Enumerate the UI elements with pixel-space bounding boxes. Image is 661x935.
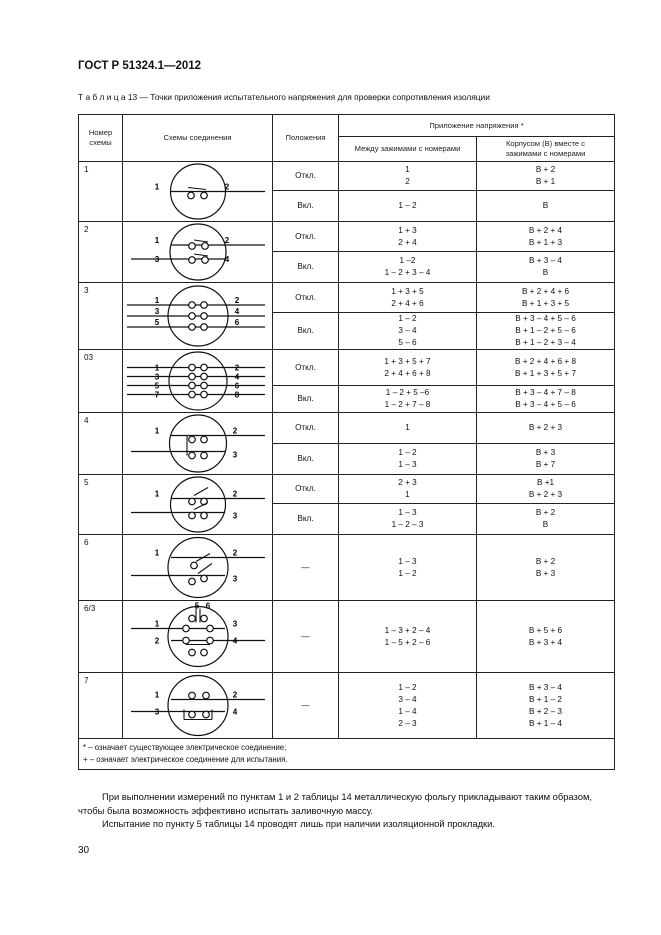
body-terminals-cell — [477, 191, 615, 222]
terminal-label: 2 — [234, 363, 240, 373]
between-terminals-cell — [339, 444, 477, 475]
table-footnotes — [79, 739, 615, 770]
scheme-number: 6 — [79, 535, 123, 601]
scheme-number: 4 — [79, 413, 123, 475]
between-terminals-cell-line: 1 – 2 – 3 — [391, 520, 424, 529]
body-terminals-cell-line: B + 2 — [535, 556, 556, 566]
terminal-label: 1 — [154, 426, 160, 436]
position-cell: Вкл. — [273, 313, 339, 350]
scheme-number: 3 — [79, 283, 123, 350]
between-terminals-cell-line: 1 — [405, 165, 410, 174]
table-row — [79, 601, 615, 673]
body-terminals-cell-line: B + 3 – 4 + 7 – 8 — [515, 388, 576, 397]
connector-ring — [168, 538, 228, 598]
between-terminals-cell — [339, 601, 477, 673]
scheme-number: 03 — [79, 350, 123, 413]
terminal-label: 3 — [232, 619, 238, 629]
terminal-label: 4 — [232, 636, 238, 646]
contact-point — [183, 637, 190, 644]
terminal-label: 1 — [154, 489, 160, 499]
contact-point — [207, 625, 214, 632]
between-terminals-cell-line: 1 + 3 — [398, 225, 417, 235]
terminal-label: 2 — [232, 548, 238, 558]
contact-point — [189, 692, 196, 699]
between-terminals-cell — [339, 283, 477, 313]
body-terminals-cell-line: B + 3 — [535, 568, 556, 578]
col-header-scheme-no: Номер схемы — [79, 115, 123, 162]
terminal-label: 2 — [232, 690, 238, 700]
table-body — [79, 162, 615, 739]
scheme-diagram-cell — [123, 162, 273, 222]
connector-ring — [171, 477, 226, 532]
contact-point — [201, 452, 208, 459]
body-terminals-cell-line: B — [542, 201, 549, 210]
connector-ring — [170, 224, 226, 280]
scheme-number: 5 — [79, 475, 123, 535]
contact-point — [183, 625, 190, 632]
position-cell: — — [273, 535, 339, 601]
contact-point — [203, 692, 210, 699]
body-terminals-cell-line: B + 2 – 3 — [528, 706, 562, 716]
paragraph-foil-note: При выполнении измерений по пунктам 1 и 2 таблицы 14 металлическую фольгу прикладывают таким образом, чтобы была возможность эффективно испытать заливочную массу. — [78, 791, 592, 816]
body-terminals-cell — [477, 313, 615, 350]
body-terminals-cell-line: B + 2 — [535, 508, 556, 517]
body-terminals-cell — [477, 444, 615, 475]
terminal-label: 2 — [224, 236, 230, 245]
position-cell: Откл. — [273, 162, 339, 191]
scheme-diagram-cell — [123, 475, 273, 535]
contact-point — [201, 192, 208, 199]
contact-point — [201, 382, 208, 389]
body-terminals-cell-line: B + 1 + 3 — [528, 237, 563, 247]
body-terminals-cell-line: B + 7 — [535, 460, 556, 469]
contact-point — [189, 382, 196, 389]
body-terminals-cell — [477, 673, 615, 739]
contact-point — [201, 313, 208, 320]
body-terminals-cell-line: B + 5 + 6 — [528, 625, 563, 635]
connector-ring — [169, 352, 227, 410]
body-terminals-cell — [477, 162, 615, 191]
contact-point — [189, 302, 196, 309]
contact-point — [189, 243, 196, 250]
between-terminals-cell — [339, 252, 477, 283]
contact-point — [201, 615, 208, 622]
between-terminals-cell — [339, 504, 477, 535]
table-caption-lead: Т а б л и ц а 13 — [78, 92, 138, 102]
between-terminals-cell-line: 2 – 3 — [398, 718, 417, 728]
table-row — [79, 162, 615, 191]
body-terminals-cell-line: B +1 — [536, 478, 555, 487]
terminal-label: 2 — [154, 636, 160, 646]
terminal-label: 5 — [194, 601, 200, 611]
connector-ring — [170, 415, 227, 472]
terminal-label: 5 — [154, 318, 160, 327]
contact-point — [189, 498, 196, 505]
connection-diagram-1 — [123, 162, 273, 221]
between-terminals-cell-line: 1 – 2 + 7 – 8 — [384, 400, 431, 409]
position-cell: Откл. — [273, 283, 339, 313]
between-terminals-cell — [339, 222, 477, 252]
terminal-label: 2 — [232, 489, 238, 499]
body-terminals-cell-line: B + 2 + 4 — [528, 225, 563, 235]
contact-point — [201, 373, 208, 380]
contact-point — [201, 649, 208, 656]
position-cell: Откл. — [273, 413, 339, 444]
terminal-label: 7 — [154, 390, 160, 400]
body-terminals-cell-line: B + 3 + 4 — [528, 637, 563, 647]
terminal-label: 3 — [154, 372, 160, 382]
between-terminals-cell-line: 1 – 2 — [398, 448, 417, 457]
scheme-number: 1 — [79, 162, 123, 222]
table-row — [79, 350, 615, 386]
between-terminals-cell-line: 1 — [405, 423, 410, 432]
contact-point — [189, 578, 196, 585]
col-header-voltage: Приложение напряжения * — [339, 115, 615, 137]
scheme-diagram-cell — [123, 283, 273, 350]
footnote-existing-connection: * – означает существующее электрическое соединение; — [83, 743, 287, 752]
terminal-label: 1 — [154, 363, 160, 373]
between-terminals-cell — [339, 191, 477, 222]
between-terminals-cell-line: 1 – 5 + 2 – 6 — [384, 637, 431, 647]
contact-point — [201, 364, 208, 371]
between-terminals-cell-line: 5 – 6 — [398, 338, 417, 347]
between-terminals-cell — [339, 350, 477, 386]
between-terminals-cell-line: 1 — [405, 490, 410, 499]
body-terminals-cell — [477, 504, 615, 535]
contact-point — [189, 364, 196, 371]
terminal-label: 4 — [234, 372, 240, 382]
position-cell: Вкл. — [273, 252, 339, 283]
terminal-label: 3 — [232, 574, 238, 584]
contact-point — [207, 637, 214, 644]
between-terminals-cell-line: 1 – 2 + 5 –6 — [385, 388, 430, 397]
wire-line — [194, 488, 208, 496]
between-terminals-cell-line: 1 – 2 — [398, 201, 417, 210]
terminal-label: 6 — [234, 381, 240, 391]
body-terminals-cell-line: B + 1 + 3 + 5 — [521, 298, 570, 308]
contact-point — [201, 436, 208, 443]
between-terminals-cell — [339, 162, 477, 191]
body-terminals-cell-line: B + 1 — [535, 177, 556, 186]
connection-diagram-3 — [123, 283, 273, 349]
terminal-label: 6 — [205, 601, 211, 611]
scheme-number: 6/3 — [79, 601, 123, 673]
table-row — [79, 535, 615, 601]
connector-ring — [168, 676, 228, 736]
between-terminals-cell-line: 1 – 3 — [398, 556, 417, 566]
contact-point — [189, 512, 196, 519]
body-terminals-cell-line: B + 2 + 4 + 6 — [521, 286, 570, 296]
footnote-test-connection: + – означает электрическое соединение для испытания. — [83, 755, 288, 764]
between-terminals-cell-line: 2 + 4 + 6 + 8 — [384, 368, 431, 378]
scheme-diagram-cell — [123, 413, 273, 475]
contact-point — [201, 324, 208, 331]
terminal-label: 4 — [232, 707, 238, 717]
contact-point — [201, 391, 208, 398]
body-terminals-cell-line: B + 3 – 4 — [528, 256, 562, 265]
between-terminals-cell-line: 1 – 2 — [398, 314, 417, 323]
between-terminals-cell — [339, 535, 477, 601]
page-number: 30 — [78, 845, 90, 856]
contact-point — [189, 436, 196, 443]
col-header-position: Положения — [273, 115, 339, 162]
table-row — [79, 475, 615, 504]
contact-point — [188, 192, 195, 199]
between-terminals-cell-line: 1 – 4 — [398, 706, 417, 716]
paragraph-gasket-note: Испытание по пункту 5 таблицы 14 проводят лишь при наличии изоляционной прокладки. — [102, 818, 495, 829]
body-terminals-cell — [477, 475, 615, 504]
body-terminals-cell-line: B + 1 – 2 + 3 – 4 — [515, 338, 576, 347]
between-terminals-cell-line: 1 – 3 + 2 – 4 — [384, 625, 431, 635]
contact-point — [191, 562, 198, 569]
table-caption — [78, 92, 490, 102]
terminal-label: 2 — [234, 296, 240, 305]
contact-point — [189, 324, 196, 331]
body-terminals-cell-line: B + 1 – 4 — [528, 718, 562, 728]
terminal-label: 3 — [232, 511, 238, 521]
between-terminals-cell-line: 1 – 3 — [398, 508, 417, 517]
terminal-label: 1 — [154, 296, 160, 305]
terminal-label: 1 — [154, 619, 160, 629]
position-cell: Откл. — [273, 475, 339, 504]
scheme-diagram-cell — [123, 222, 273, 283]
col-header-body: Корпусом (B) вместе с зажимами с номерами — [477, 137, 615, 162]
body-terminals-cell — [477, 386, 615, 413]
body-terminals-cell — [477, 413, 615, 444]
contact-point — [201, 512, 208, 519]
terminal-label: 8 — [234, 390, 240, 400]
terminal-label: 2 — [224, 182, 230, 192]
between-terminals-cell-line: 2 + 4 + 6 — [391, 298, 424, 308]
body-terminals-cell-line: B — [542, 520, 549, 529]
between-terminals-cell-line: 3 – 4 — [398, 694, 417, 704]
wire-line — [194, 254, 208, 256]
body-terminals-cell — [477, 601, 615, 673]
scheme-number: 2 — [79, 222, 123, 283]
scheme-diagram-cell — [123, 673, 273, 739]
body-terminals-cell-line: B + 1 + 3 + 5 + 7 — [515, 368, 576, 378]
document-header: ГОСТ Р 51324.1—2012 — [78, 60, 202, 72]
terminal-label: 1 — [154, 236, 160, 245]
position-cell: — — [273, 673, 339, 739]
scheme-diagram-cell — [123, 350, 273, 413]
table-row — [79, 283, 615, 313]
position-cell: Откл. — [273, 222, 339, 252]
wire-line — [198, 564, 212, 574]
terminal-label: 1 — [154, 182, 160, 192]
contact-point — [189, 313, 196, 320]
terminal-label: 3 — [154, 307, 160, 316]
between-terminals-cell-line: 1 + 3 + 5 — [391, 286, 424, 296]
scheme-number: 7 — [79, 673, 123, 739]
position-cell: Вкл. — [273, 386, 339, 413]
contact-point — [189, 391, 196, 398]
body-terminals-cell — [477, 252, 615, 283]
between-terminals-cell — [339, 313, 477, 350]
wire-line — [194, 240, 208, 242]
between-terminals-cell — [339, 673, 477, 739]
terminal-label: 4 — [234, 307, 240, 316]
body-terminals-cell-line: B + 2 + 4 + 6 + 8 — [515, 356, 576, 366]
contact-point — [203, 711, 210, 718]
terminal-label: 4 — [224, 255, 230, 264]
terminal-label: 3 — [154, 707, 160, 717]
connection-diagram-2 — [123, 222, 273, 282]
body-terminals-cell — [477, 535, 615, 601]
wire-line — [188, 188, 206, 190]
table-row — [79, 413, 615, 444]
terminal-label: 1 — [154, 690, 160, 700]
body-terminals-cell-line: B + 1 – 2 + 5 – 6 — [515, 326, 576, 335]
contact-point — [189, 615, 196, 622]
between-terminals-cell-line: 2 + 3 — [398, 478, 417, 487]
terminal-label: 6 — [234, 318, 240, 327]
terminal-label: 2 — [232, 426, 238, 436]
between-terminals-cell — [339, 413, 477, 444]
contact-point — [202, 243, 209, 250]
between-terminals-cell — [339, 386, 477, 413]
contact-point — [201, 302, 208, 309]
body-terminals-cell-line: B + 3 – 4 + 5 – 6 — [515, 314, 576, 323]
contact-point — [201, 575, 208, 582]
position-cell: Откл. — [273, 350, 339, 386]
col-header-between: Между зажимами с номерами — [339, 137, 477, 162]
between-terminals-cell-line: 1 + 3 + 5 + 7 — [384, 356, 431, 366]
body-terminals-cell-line: B + 3 — [535, 448, 556, 457]
contact-point — [189, 452, 196, 459]
between-terminals-cell — [339, 475, 477, 504]
body-terminals-cell-line: B + 2 + 3 — [528, 490, 563, 499]
terminal-label: 1 — [154, 548, 160, 558]
between-terminals-cell-line: 3 – 4 — [398, 326, 417, 335]
between-terminals-cell-line: 1 – 2 — [398, 682, 417, 692]
position-cell: — — [273, 601, 339, 673]
connection-diagram-6 — [123, 535, 273, 600]
body-terminals-cell — [477, 350, 615, 386]
terminal-label: 5 — [154, 381, 160, 391]
connection-diagram-4 — [123, 413, 273, 474]
contact-point — [189, 711, 196, 718]
terminal-label: 3 — [154, 255, 160, 264]
position-cell: Вкл. — [273, 504, 339, 535]
between-terminals-cell-line: 1 –2 — [399, 256, 416, 265]
contact-point — [202, 257, 209, 264]
between-terminals-cell-line: 1 – 2 — [398, 568, 417, 578]
terminal-label: 3 — [232, 450, 238, 460]
between-terminals-cell-line: 2 + 4 — [398, 237, 417, 247]
connection-diagram-5 — [123, 475, 273, 534]
scheme-diagram-cell — [123, 601, 273, 673]
body-terminals-cell-line: B + 1 – 2 — [528, 694, 562, 704]
between-terminals-cell-line: 1 – 3 — [398, 460, 417, 469]
between-terminals-cell-line: 2 — [405, 177, 410, 186]
scheme-diagram-cell — [123, 535, 273, 601]
connection-diagram-6-3 — [123, 601, 273, 672]
connector-ring — [168, 607, 228, 667]
connection-diagram-03 — [123, 350, 273, 412]
position-cell: Вкл. — [273, 191, 339, 222]
body-terminals-cell-line: B + 3 – 4 — [528, 682, 562, 692]
body-terminals-cell-line: B + 3 – 4 + 5 – 6 — [515, 400, 576, 409]
contact-point — [189, 373, 196, 380]
col-header-diagrams: Схемы соединения — [123, 115, 273, 162]
insulation-test-table — [78, 114, 615, 770]
between-terminals-cell-line: 1 – 2 + 3 – 4 — [384, 268, 431, 277]
body-terminals-cell-line: B + 2 + 3 — [528, 423, 563, 432]
table-row — [79, 222, 615, 252]
position-cell: Вкл. — [273, 444, 339, 475]
table-caption-text: — Точки приложения испытательного напряжения для проверки сопротивления изоляции — [137, 92, 490, 102]
body-terminals-cell — [477, 222, 615, 252]
body-terminals-cell-line: B — [542, 268, 549, 277]
body-terminals-cell-line: B + 2 — [535, 165, 556, 174]
body-terminals-cell — [477, 283, 615, 313]
table-row — [79, 673, 615, 739]
contact-point — [189, 649, 196, 656]
contact-point — [189, 257, 196, 264]
connection-diagram-7 — [123, 673, 273, 738]
